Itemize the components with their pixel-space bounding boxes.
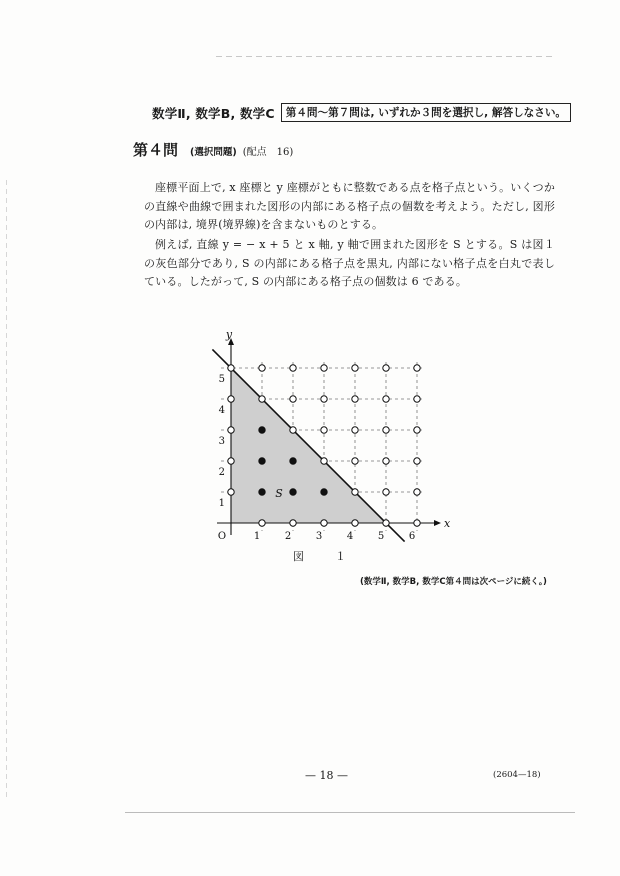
lattice-point-exterior: [352, 396, 358, 402]
lattice-point-exterior: [321, 365, 327, 371]
lattice-point-exterior: [290, 427, 296, 433]
lattice-point-exterior: [290, 365, 296, 371]
y-axis-label: y: [225, 328, 233, 341]
problem-paragraph-2: 例えば, 直線 y = − x + 5 と x 軸, y 軸で囲まれた図形を S とする。S は図１の灰色部分であり, S の内部にある格子点を黒丸, 内部にない格子点を白丸で表している。したがって, S の内部にある格子点の個数は 6 である。: [144, 238, 555, 288]
lattice-point-exterior: [414, 458, 420, 464]
binding-margin-line: [6, 180, 7, 800]
lattice-point-exterior: [259, 396, 265, 402]
x-axis-arrow: [434, 520, 441, 526]
problem-points: (配点 16): [242, 147, 294, 158]
lattice-point-exterior: [290, 520, 296, 526]
lattice-point-interior: [290, 489, 296, 495]
y-tick-label: 3: [218, 436, 225, 447]
selection-instruction-box: 第４問～第７問は, いずれか３問を選択し, 解答しなさい。: [281, 103, 571, 122]
problem-number: 第４問: [133, 141, 179, 159]
scan-artifact-line: [216, 56, 556, 57]
lattice-point-exterior: [383, 365, 389, 371]
lattice-point-exterior: [383, 520, 389, 526]
lattice-point-exterior: [414, 396, 420, 402]
x-tick-label: 1: [253, 531, 261, 542]
y-tick-label: 5: [218, 374, 225, 385]
lattice-figure: [195, 325, 465, 549]
exam-code: (2604—18): [493, 770, 541, 780]
problem-heading: [133, 139, 293, 160]
y-tick-label: 1: [218, 498, 225, 509]
lattice-point-interior: [259, 458, 265, 464]
origin-label: O: [217, 531, 227, 542]
problem-type: (選択問題): [190, 147, 237, 158]
x-tick-label: 6: [408, 531, 416, 542]
lattice-point-exterior: [414, 520, 420, 526]
lattice-point-exterior: [321, 396, 327, 402]
lattice-point-exterior: [321, 458, 327, 464]
lattice-point-exterior: [352, 458, 358, 464]
lattice-point-exterior: [414, 427, 420, 433]
problem-paragraph-1: 座標平面上で, x 座標と y 座標がともに整数である点を格子点という。いくつかの直線や曲線で囲まれた図形の内部にある格子点の個数を考えよう。ただし, 図形の内部は, 境界(境界線)を含まないものとする。: [144, 181, 555, 231]
x-tick-label: 2: [284, 531, 292, 542]
figure-caption: 図 １: [293, 550, 356, 563]
lattice-point-exterior: [352, 365, 358, 371]
lattice-point-interior: [259, 489, 265, 495]
lattice-point-interior: [321, 489, 327, 495]
lattice-point-exterior: [352, 427, 358, 433]
section-header: [152, 103, 571, 122]
lattice-point-exterior: [259, 520, 265, 526]
y-tick-label: 2: [218, 467, 225, 478]
x-tick-label: 5: [377, 531, 385, 542]
lattice-point-exterior: [290, 396, 296, 402]
lattice-point-exterior: [228, 396, 234, 402]
x-tick-label: 4: [346, 531, 354, 542]
lattice-point-exterior: [383, 396, 389, 402]
lattice-point-exterior: [321, 427, 327, 433]
lattice-point-exterior: [383, 427, 389, 433]
x-axis-label: x: [444, 517, 451, 530]
lattice-point-exterior: [228, 489, 234, 495]
lattice-point-exterior: [383, 458, 389, 464]
subject-list: 数学Ⅱ, 数学B, 数学C: [152, 105, 275, 121]
continue-note: (数学Ⅱ, 数学B, 数学C第４問は次ページに続く。): [360, 577, 547, 587]
y-tick-label: 4: [218, 405, 225, 416]
lattice-point-interior: [290, 458, 296, 464]
page-number: — 18 —: [305, 769, 348, 782]
lattice-point-exterior: [228, 458, 234, 464]
lattice-point-exterior: [383, 489, 389, 495]
lattice-point-exterior: [414, 489, 420, 495]
lattice-point-exterior: [352, 520, 358, 526]
bottom-rule: [125, 812, 575, 813]
x-tick-label: 3: [315, 531, 323, 542]
lattice-point-exterior: [259, 365, 265, 371]
lattice-point-exterior: [414, 365, 420, 371]
lattice-point-exterior: [321, 520, 327, 526]
lattice-point-exterior: [228, 365, 234, 371]
lattice-chart: [195, 325, 465, 545]
lattice-point-exterior: [228, 427, 234, 433]
region-label-s: S: [275, 487, 283, 500]
lattice-point-interior: [259, 427, 265, 433]
lattice-point-exterior: [352, 489, 358, 495]
